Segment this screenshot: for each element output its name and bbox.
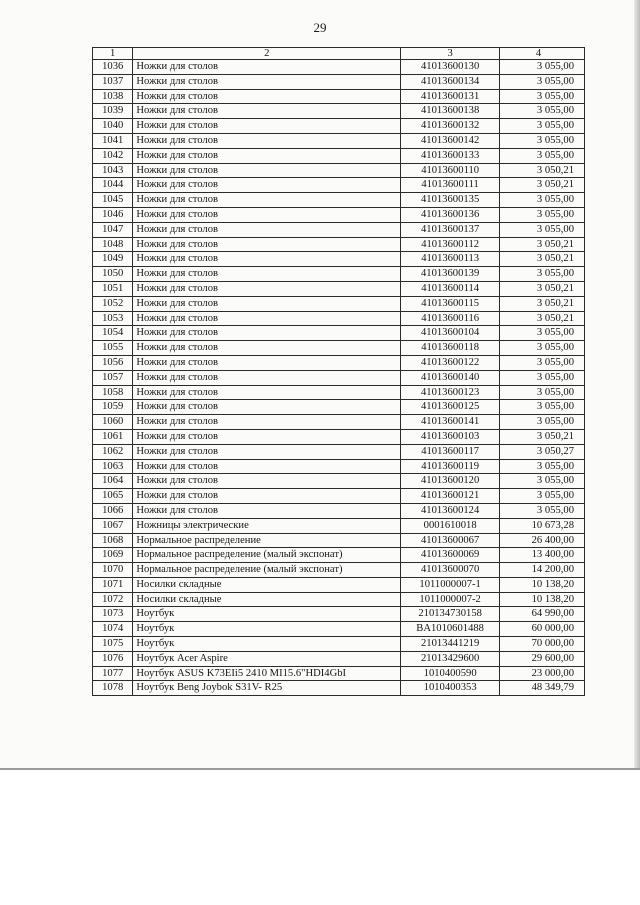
item-value: 3 055,00: [500, 415, 585, 430]
item-name: Носилки складные: [133, 592, 401, 607]
item-value: 13 400,00: [500, 548, 585, 563]
table-row: [93, 518, 585, 533]
inventory-code: 41013600118: [401, 341, 500, 356]
item-name: Ножки для столов: [133, 415, 401, 430]
row-number: 1053: [93, 311, 133, 326]
row-number: 1064: [93, 474, 133, 489]
item-value: 3 055,00: [500, 341, 585, 356]
table-row: [93, 178, 585, 193]
item-name: Ноутбук ASUS K73EIi5 2410 MI15.6"HDI4GbI: [133, 666, 401, 681]
item-value: 3 055,00: [500, 489, 585, 504]
item-value: 60 000,00: [500, 622, 585, 637]
item-value: 3 050,27: [500, 444, 585, 459]
item-name: Ножки для столов: [133, 74, 401, 89]
item-value: 3 055,00: [500, 459, 585, 474]
item-name: Ножки для столов: [133, 503, 401, 518]
inventory-code: 21013441219: [401, 637, 500, 652]
inventory-code: 41013600103: [401, 429, 500, 444]
item-value: 10 138,20: [500, 592, 585, 607]
column-header-2: 2: [133, 48, 401, 60]
row-number: 1061: [93, 429, 133, 444]
inventory-code: 1010400590: [401, 666, 500, 681]
item-value: 3 055,00: [500, 89, 585, 104]
table-row: [93, 163, 585, 178]
item-name: Ножки для столов: [133, 60, 401, 75]
item-value: 3 055,00: [500, 74, 585, 89]
table-row: [93, 533, 585, 548]
item-value: 3 055,00: [500, 355, 585, 370]
row-number: 1057: [93, 370, 133, 385]
item-name: Ножки для столов: [133, 222, 401, 237]
item-value: 26 400,00: [500, 533, 585, 548]
item-value: 3 055,00: [500, 119, 585, 134]
item-value: 3 055,00: [500, 148, 585, 163]
table-row: [93, 281, 585, 296]
inventory-code: 41013600141: [401, 415, 500, 430]
row-number: 1050: [93, 267, 133, 282]
item-name: Ножки для столов: [133, 474, 401, 489]
table-row: [93, 74, 585, 89]
row-number: 1038: [93, 89, 133, 104]
inventory-code: 41013600069: [401, 548, 500, 563]
table-row: [93, 148, 585, 163]
item-value: 3 055,00: [500, 60, 585, 75]
table-body: [93, 60, 585, 696]
item-name: Ножницы электрические: [133, 518, 401, 533]
inventory-code: 41013600136: [401, 207, 500, 222]
table-row: [93, 222, 585, 237]
item-value: 3 055,00: [500, 207, 585, 222]
row-number: 1051: [93, 281, 133, 296]
row-number: 1073: [93, 607, 133, 622]
item-value: 3 055,00: [500, 267, 585, 282]
item-value: 3 055,00: [500, 503, 585, 518]
item-name: Ножки для столов: [133, 267, 401, 282]
item-name: Ноутбук Beng Joybok S31V- R25: [133, 681, 401, 696]
item-value: 64 990,00: [500, 607, 585, 622]
item-value: 3 050,21: [500, 311, 585, 326]
item-name: Ножки для столов: [133, 459, 401, 474]
inventory-code: 41013600140: [401, 370, 500, 385]
item-value: 3 055,00: [500, 104, 585, 119]
inventory-code: 41013600120: [401, 474, 500, 489]
inventory-code: 1010400353: [401, 681, 500, 696]
row-number: 1078: [93, 681, 133, 696]
item-name: Ноутбук: [133, 607, 401, 622]
inventory-code: 41013600138: [401, 104, 500, 119]
row-number: 1049: [93, 252, 133, 267]
item-name: Ноутбук: [133, 622, 401, 637]
table-row: [93, 563, 585, 578]
item-name: Ножки для столов: [133, 133, 401, 148]
item-name: Ножки для столов: [133, 341, 401, 356]
row-number: 1068: [93, 533, 133, 548]
table-row: [93, 193, 585, 208]
inventory-code: 41013600132: [401, 119, 500, 134]
row-number: 1060: [93, 415, 133, 430]
item-name: Ножки для столов: [133, 163, 401, 178]
table-row: [93, 355, 585, 370]
row-number: 1052: [93, 296, 133, 311]
table-row: [93, 415, 585, 430]
item-value: 3 055,00: [500, 385, 585, 400]
page-number: 29: [313, 20, 327, 35]
table-row: [93, 400, 585, 415]
inventory-code: 41013600130: [401, 60, 500, 75]
table-row: [93, 267, 585, 282]
item-name: Ножки для столов: [133, 400, 401, 415]
item-value: 3 050,21: [500, 252, 585, 267]
inventory-code: 41013600115: [401, 296, 500, 311]
item-name: Ножки для столов: [133, 489, 401, 504]
item-value: 23 000,00: [500, 666, 585, 681]
item-name: Нормальное распределение: [133, 533, 401, 548]
inventory-code: 41013600112: [401, 237, 500, 252]
table-row: [93, 592, 585, 607]
table-row: [93, 119, 585, 134]
row-number: 1075: [93, 637, 133, 652]
table-row: [93, 104, 585, 119]
item-name: Ноутбук: [133, 637, 401, 652]
row-number: 1045: [93, 193, 133, 208]
item-name: Ножки для столов: [133, 252, 401, 267]
inventory-code: 41013600067: [401, 533, 500, 548]
item-name: Ножки для столов: [133, 326, 401, 341]
inventory-code: 21013429600: [401, 651, 500, 666]
item-value: 3 050,21: [500, 281, 585, 296]
item-value: 14 200,00: [500, 563, 585, 578]
item-name: Нормальное распределение (малый экспонат): [133, 563, 401, 578]
item-name: Ножки для столов: [133, 281, 401, 296]
inventory-code: 41013600137: [401, 222, 500, 237]
inventory-code: 1011000007-1: [401, 577, 500, 592]
item-name: Ножки для столов: [133, 207, 401, 222]
item-value: 3 050,21: [500, 163, 585, 178]
item-name: Ноутбук Acer Aspire: [133, 651, 401, 666]
row-number: 1055: [93, 341, 133, 356]
row-number: 1062: [93, 444, 133, 459]
table-row: [93, 326, 585, 341]
table-row: [93, 607, 585, 622]
table-row: [93, 666, 585, 681]
row-number: 1070: [93, 563, 133, 578]
row-number: 1042: [93, 148, 133, 163]
row-number: 1048: [93, 237, 133, 252]
item-value: 3 055,00: [500, 193, 585, 208]
row-number: 1059: [93, 400, 133, 415]
item-value: 3 050,21: [500, 296, 585, 311]
table-row: [93, 311, 585, 326]
row-number: 1039: [93, 104, 133, 119]
item-name: Ножки для столов: [133, 385, 401, 400]
row-number: 1071: [93, 577, 133, 592]
item-value: 3 055,00: [500, 370, 585, 385]
row-number: 1058: [93, 385, 133, 400]
row-number: 1069: [93, 548, 133, 563]
inventory-code: 41013600117: [401, 444, 500, 459]
item-name: Ножки для столов: [133, 355, 401, 370]
table-row: [93, 489, 585, 504]
item-value: 48 349,79: [500, 681, 585, 696]
table-row: [93, 651, 585, 666]
table-row: [93, 252, 585, 267]
table-header: [93, 48, 585, 60]
table-row: [93, 341, 585, 356]
inventory-code: 41013600134: [401, 74, 500, 89]
table-row: [93, 89, 585, 104]
inventory-code: 41013600139: [401, 267, 500, 282]
item-name: Ножки для столов: [133, 444, 401, 459]
inventory-code: 41013600114: [401, 281, 500, 296]
inventory-code: 41013600116: [401, 311, 500, 326]
item-value: 70 000,00: [500, 637, 585, 652]
row-number: 1037: [93, 74, 133, 89]
inventory-code: 41013600124: [401, 503, 500, 518]
row-number: 1072: [93, 592, 133, 607]
scan-edge-shadow: [634, 0, 640, 768]
item-value: 3 050,21: [500, 429, 585, 444]
item-value: 3 055,00: [500, 400, 585, 415]
item-value: 29 600,00: [500, 651, 585, 666]
row-number: 1047: [93, 222, 133, 237]
table-row: [93, 207, 585, 222]
item-name: Ножки для столов: [133, 193, 401, 208]
inventory-code: 41013600070: [401, 563, 500, 578]
inventory-code: 41013600121: [401, 489, 500, 504]
row-number: 1043: [93, 163, 133, 178]
inventory-code: BA1010601488: [401, 622, 500, 637]
item-name: Ножки для столов: [133, 311, 401, 326]
table-row: [93, 296, 585, 311]
table-row: [93, 385, 585, 400]
inventory-code: 41013600122: [401, 355, 500, 370]
item-name: Ножки для столов: [133, 89, 401, 104]
inventory-code: 41013600110: [401, 163, 500, 178]
row-number: 1056: [93, 355, 133, 370]
column-header-3: 3: [401, 48, 500, 60]
inventory-code: 41013600133: [401, 148, 500, 163]
inventory-code: 41013600119: [401, 459, 500, 474]
item-value: 3 055,00: [500, 133, 585, 148]
inventory-code: 210134730158: [401, 607, 500, 622]
row-number: 1044: [93, 178, 133, 193]
row-number: 1054: [93, 326, 133, 341]
inventory-table: [92, 47, 585, 696]
column-header-1: 1: [93, 48, 133, 60]
item-name: Ножки для столов: [133, 178, 401, 193]
row-number: 1040: [93, 119, 133, 134]
table-row: [93, 474, 585, 489]
item-name: Ножки для столов: [133, 237, 401, 252]
table-row: [93, 548, 585, 563]
header-row: [93, 48, 585, 60]
item-value: 3 055,00: [500, 222, 585, 237]
inventory-code: 0001610018: [401, 518, 500, 533]
inventory-code: 41013600142: [401, 133, 500, 148]
table-row: [93, 503, 585, 518]
item-value: 3 050,21: [500, 178, 585, 193]
inventory-code: 1011000007-2: [401, 592, 500, 607]
column-header-4: 4: [500, 48, 585, 60]
table-row: [93, 60, 585, 75]
table-row: [93, 237, 585, 252]
item-name: Ножки для столов: [133, 104, 401, 119]
row-number: 1041: [93, 133, 133, 148]
row-number: 1076: [93, 651, 133, 666]
item-name: Ножки для столов: [133, 148, 401, 163]
table-row: [93, 429, 585, 444]
item-name: Ножки для столов: [133, 296, 401, 311]
row-number: 1065: [93, 489, 133, 504]
row-number: 1067: [93, 518, 133, 533]
table-row: [93, 622, 585, 637]
row-number: 1063: [93, 459, 133, 474]
table-row: [93, 370, 585, 385]
table-row: [93, 133, 585, 148]
inventory-code: 41013600111: [401, 178, 500, 193]
item-value: 3 055,00: [500, 474, 585, 489]
table-row: [93, 459, 585, 474]
table-row: [93, 637, 585, 652]
table-row: [93, 577, 585, 592]
row-number: 1046: [93, 207, 133, 222]
inventory-code: 41013600123: [401, 385, 500, 400]
row-number: 1077: [93, 666, 133, 681]
table-row: [93, 681, 585, 696]
row-number: 1066: [93, 503, 133, 518]
inventory-code: 41013600125: [401, 400, 500, 415]
item-value: 3 055,00: [500, 326, 585, 341]
table-row: [93, 444, 585, 459]
row-number: 1036: [93, 60, 133, 75]
inventory-code: 41013600131: [401, 89, 500, 104]
inventory-code: 41013600113: [401, 252, 500, 267]
item-name: Ножки для столов: [133, 429, 401, 444]
item-value: 10 138,20: [500, 577, 585, 592]
item-name: Носилки складные: [133, 577, 401, 592]
item-value: 3 050,21: [500, 237, 585, 252]
item-value: 10 673,28: [500, 518, 585, 533]
inventory-code: 41013600104: [401, 326, 500, 341]
item-name: Ножки для столов: [133, 370, 401, 385]
item-name: Нормальное распределение (малый экспонат): [133, 548, 401, 563]
inventory-code: 41013600135: [401, 193, 500, 208]
row-number: 1074: [93, 622, 133, 637]
item-name: Ножки для столов: [133, 119, 401, 134]
